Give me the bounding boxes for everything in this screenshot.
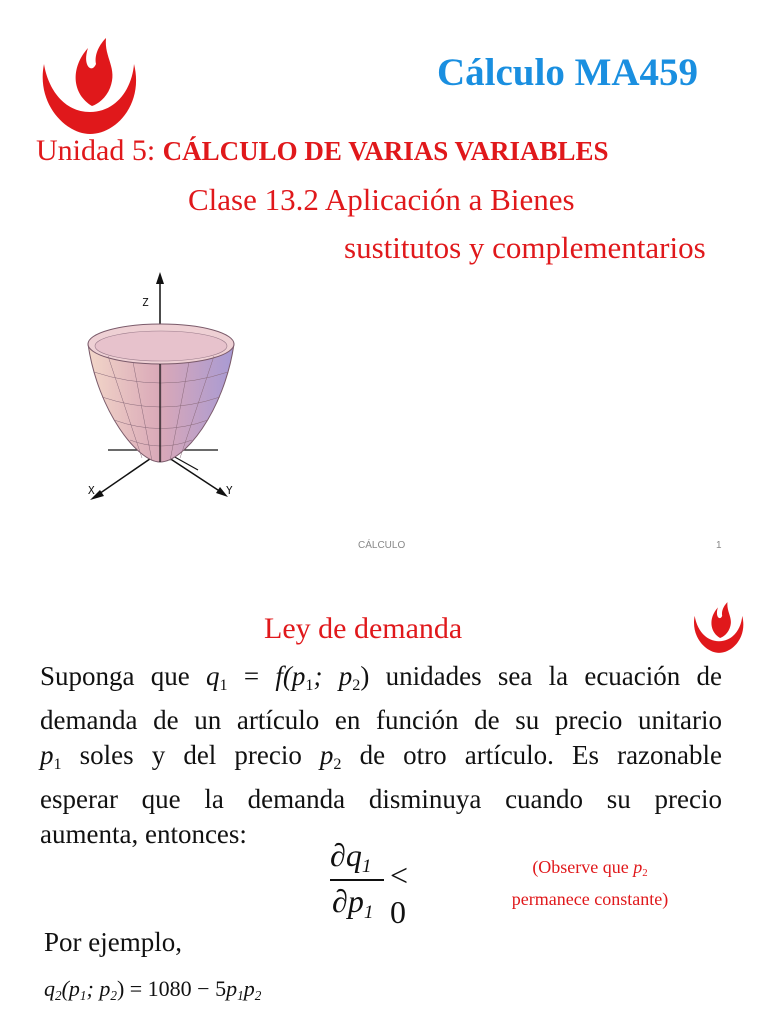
example-label: Por ejemplo,	[44, 927, 182, 957]
paragraph-line-5: aumenta, entonces:	[40, 818, 247, 849]
paraboloid-figure	[78, 272, 258, 508]
footer-course: CÁLCULO	[358, 540, 406, 551]
class-title-line-2: sustitutos y complementarios	[344, 230, 706, 265]
slide-title: Ley de demanda	[264, 612, 463, 645]
university-logo-icon	[690, 600, 748, 656]
class-title-line-1: Clase 13.2 Aplicación a Bienes	[188, 182, 575, 217]
axis-z-label: Z	[142, 296, 149, 309]
unit-heading	[36, 134, 609, 168]
paragraph-line-2: demanda de un artículo en función de su precio unitario	[40, 704, 722, 735]
slide-2	[0, 572, 768, 1024]
derivative-denominator: $\partial p_1$	[332, 883, 374, 923]
paragraph-line-3: $p_1$ soles y del precio $p_2$ de otro artículo. Es razonable	[40, 739, 723, 773]
unit-name: CÁLCULO DE VARIAS VARIABLES	[162, 136, 609, 166]
axis-y-label: Y	[226, 484, 233, 497]
course-title: Cálculo MA459	[437, 51, 699, 94]
unit-prefix: Unidad 5:	[36, 134, 156, 167]
demand-law-paragraph	[40, 659, 722, 852]
observe-note: (Observe que $p_2$ permanece constante)	[511, 857, 669, 910]
inequality: < 0	[390, 857, 409, 930]
derivative-numerator: $\partial q_1$	[330, 837, 372, 877]
footer-page-number: 1	[716, 540, 722, 551]
example-formula: $q_2(p_1$; $p_2) = 1080 - 5p_1p_2$	[44, 976, 262, 1003]
paragraph-line-4: esperar que la demanda disminuya cuando su precio	[40, 783, 722, 814]
university-logo-icon	[36, 34, 144, 140]
axis-x-label: X	[88, 484, 95, 497]
fraction-bar	[330, 879, 384, 881]
paragraph-line-1: Suponga que $q_1 = f(p_1$; $p_2$) unidades sea la ecuación de	[40, 661, 723, 694]
